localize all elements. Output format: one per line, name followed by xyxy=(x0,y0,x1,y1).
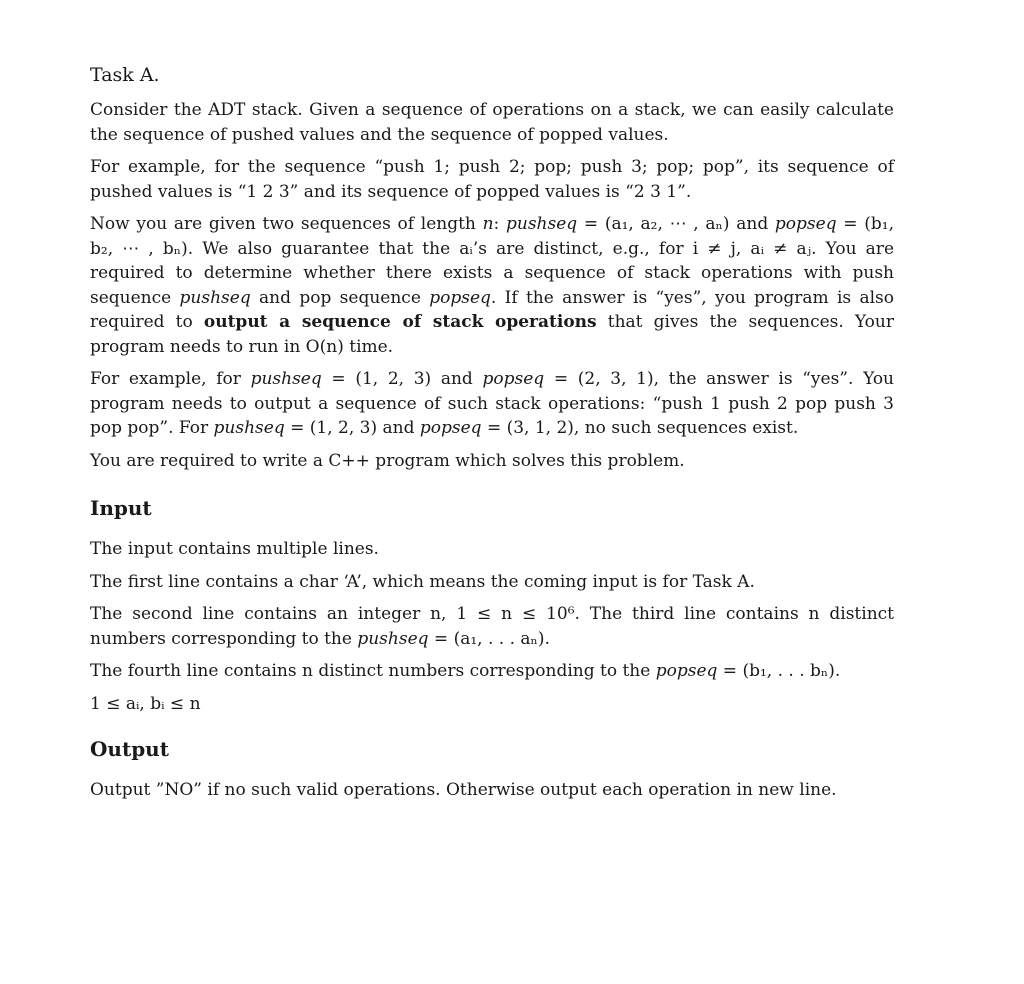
math-n: n xyxy=(482,214,494,234)
task-title: Task A. xyxy=(90,64,160,86)
math-popseq: popseq xyxy=(482,369,545,389)
math-popseq: popseq xyxy=(429,287,491,308)
intro-paragraph: Consider the ADT stack. Given a sequence of operations on a stack, we can easily calculate the sequence of pushed values and the sequence of popped values. xyxy=(90,100,894,145)
text-span: . If the answer is “yes”, you program is also required to xyxy=(90,287,894,332)
text-span: that gives the sequences. Your program needs to run in O(n) time. xyxy=(90,312,894,357)
text-span: = (1, 2, 3) and xyxy=(284,418,420,438)
text-span: = (a₁, a₂, ⋯ , aₙ) and xyxy=(577,214,775,234)
input-line-2: The first line contains a char ‘A’, which means the coming input is for Task A. xyxy=(90,571,755,592)
math-popseq: popseq xyxy=(774,214,837,234)
math-pushseq: pushseq xyxy=(505,214,578,234)
math-popseq: popseq xyxy=(655,661,718,681)
math-pushseq: pushseq xyxy=(213,418,285,438)
text-span: Now you are given two sequences of length xyxy=(90,214,483,234)
input-heading: Input xyxy=(90,496,152,520)
text-span: : xyxy=(493,214,506,234)
input-constraint: 1 ≤ aᵢ, bᵢ ≤ n xyxy=(90,693,201,714)
language-paragraph: You are required to write a C++ program which solves this problem. xyxy=(90,450,685,471)
text-span: For example, for xyxy=(90,369,251,389)
input-line-3 xyxy=(90,602,894,651)
problem-paragraph xyxy=(90,212,894,359)
math-popseq: popseq xyxy=(419,418,482,438)
input-line-4 xyxy=(90,659,894,684)
bold-requirement: output a sequence of stack operations xyxy=(203,312,597,332)
math-pushseq: pushseq xyxy=(250,369,322,389)
problem-statement xyxy=(90,62,894,811)
text-span: = (3, 1, 2), no such sequences exist. xyxy=(481,418,799,438)
math-pushseq: pushseq xyxy=(357,628,429,649)
text-span: = (2, 3, 1), the answer is “yes”. You program needs to output a sequence of such stack operations: “push 1 push 2 pop push 3 pop pop”. For xyxy=(90,369,895,438)
input-line-1: The input contains multiple lines. xyxy=(90,539,379,559)
text-span: = (b₁, . . . bₙ). xyxy=(717,661,841,681)
example-paragraph: For example, for the sequence “push 1; push 2; pop; push 3; pop; pop”, its sequence of pushed values is “1 2 3” and its sequence of popped values is “2 3 1”. xyxy=(90,157,894,202)
text-span: = (1, 2, 3) and xyxy=(321,369,483,389)
text-span: = (b₁, b₂, ⋯ , bₙ). We also guarantee that the aᵢ’s are distinct, e.g., for i ≠ j, aᵢ ≠ aⱼ. You are required to determine whether there exists a sequence of stack operations with push sequence xyxy=(90,214,894,308)
text-span: The fourth line contains n distinct numbers corresponding to the xyxy=(90,661,656,681)
example-answer-paragraph xyxy=(90,367,894,441)
output-line-1: Output ”NO” if no such valid operations. Otherwise output each operation in new line. xyxy=(90,780,837,800)
math-pushseq: pushseq xyxy=(179,287,251,308)
text-span: The second line contains an integer n, 1 ≤ n ≤ 10⁶. The third line contains n distinct numbers corresponding to the xyxy=(90,604,894,649)
output-heading: Output xyxy=(90,737,169,761)
text-span: and pop sequence xyxy=(250,287,430,308)
text-span: = (a₁, . . . aₙ). xyxy=(428,628,550,649)
